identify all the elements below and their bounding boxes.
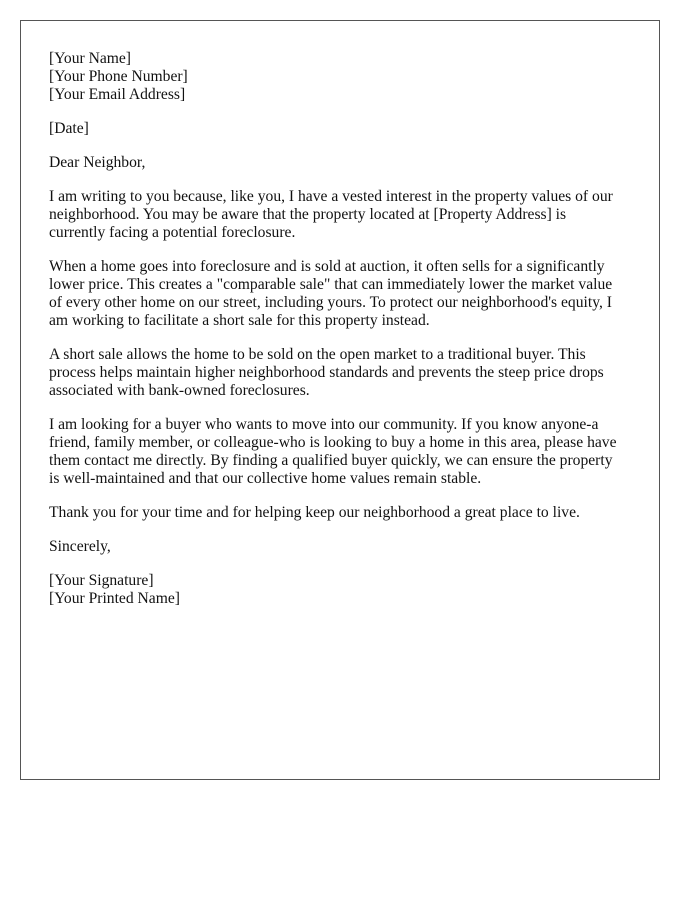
paragraph-4 [49, 416, 639, 488]
paragraph-line: neighborhood. You may be aware that the property located at [Property Address] is [49, 206, 567, 223]
paragraph-line: currently facing a potential foreclosure. [49, 224, 296, 241]
paragraph-3 [49, 346, 639, 400]
letter-page [20, 20, 660, 780]
letter-body [49, 50, 639, 624]
paragraph-line: of every other home on our street, including yours. To protect our neighborhood's equity, I [49, 294, 612, 311]
signature-block [49, 572, 639, 608]
paragraph-2 [49, 258, 639, 330]
paragraph-line: A short sale allows the home to be sold on the open market to a traditional buyer. This [49, 346, 586, 363]
date-line [49, 120, 639, 138]
paragraph-1 [49, 188, 639, 242]
printed-name: [Your Printed Name] [49, 590, 180, 607]
salutation: Dear Neighbor, [49, 154, 146, 171]
paragraph-line: I am looking for a buyer who wants to move into our community. If you know anyone-a [49, 416, 599, 433]
paragraph-line: Thank you for your time and for helping keep our neighborhood a great place to live. [49, 504, 580, 521]
paragraph-line: lower price. This creates a "comparable sale" that can immediately lower the market value [49, 276, 613, 293]
paragraph-line: associated with bank-owned foreclosures. [49, 382, 310, 399]
sender-phone: [Your Phone Number] [49, 68, 188, 85]
paragraph-line: is well-maintained and that our collective home values remain stable. [49, 470, 482, 487]
closing-block [49, 538, 639, 556]
letter-date: [Date] [49, 120, 89, 137]
signature-placeholder: [Your Signature] [49, 572, 154, 589]
paragraph-line: When a home goes into foreclosure and is sold at auction, it often sells for a significantly [49, 258, 605, 275]
salutation-block [49, 154, 639, 172]
paragraph-line: them contact me directly. By finding a qualified buyer quickly, we can ensure the property [49, 452, 613, 469]
paragraph-line: I am writing to you because, like you, I have a vested interest in the property values of our [49, 188, 613, 205]
paragraph-5 [49, 504, 639, 522]
sender-block [49, 50, 639, 104]
closing: Sincerely, [49, 538, 111, 555]
sender-email: [Your Email Address] [49, 86, 186, 103]
paragraph-line: friend, family member, or colleague-who is looking to buy a home in this area, please have [49, 434, 617, 451]
paragraph-line: process helps maintain higher neighborhood standards and prevents the steep price drops [49, 364, 604, 381]
paragraph-line: am working to facilitate a short sale for this property instead. [49, 312, 430, 329]
sender-name: [Your Name] [49, 50, 132, 67]
